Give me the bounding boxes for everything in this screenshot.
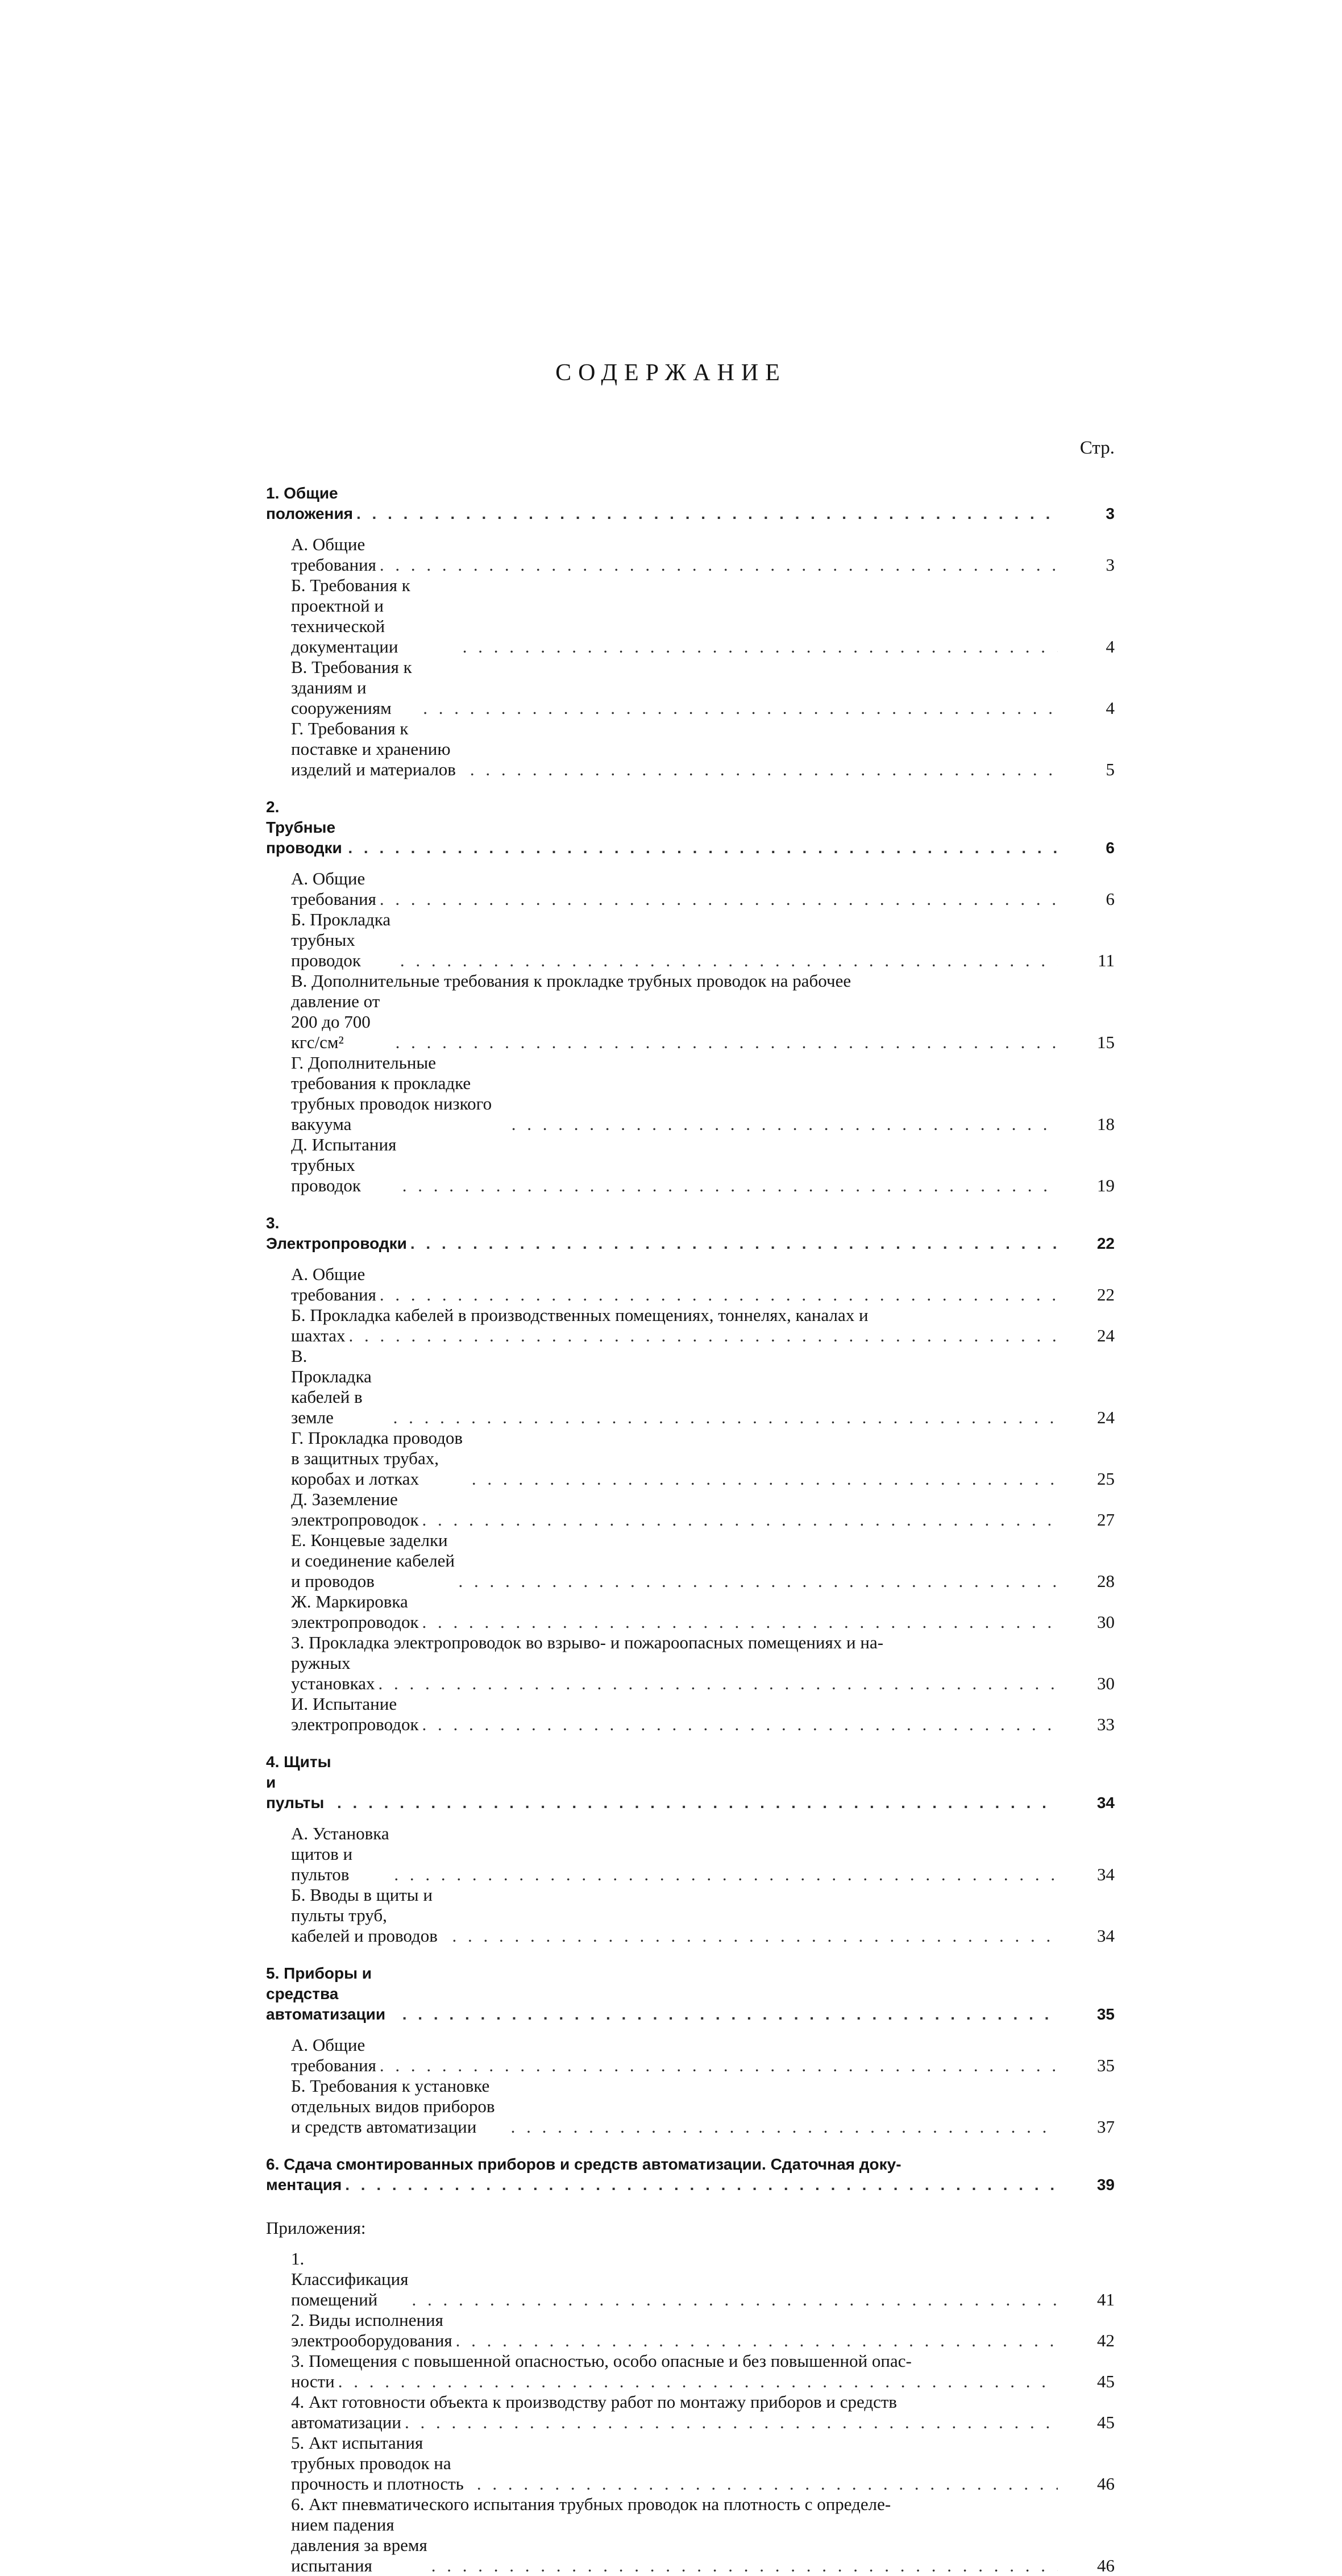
page-number: 45 [1097, 2371, 1115, 2391]
dot-leader [456, 2330, 1058, 2351]
toc-item[interactable] [266, 718, 1115, 780]
toc-item[interactable] [266, 2076, 1115, 2137]
toc-item[interactable] [266, 1530, 1115, 1592]
toc-item-label: Д. Заземление электропроводок [291, 1489, 419, 1530]
dot-leader [405, 2412, 1058, 2433]
toc-section [266, 2154, 1115, 2205]
page-number: 24 [1097, 1326, 1115, 1345]
dot-leader [380, 2055, 1058, 2076]
toc-item[interactable] [266, 1346, 1115, 1428]
toc-section-heading-cont[interactable] [266, 2175, 1115, 2195]
page-number: 33 [1097, 1714, 1115, 1734]
page-number: 28 [1097, 1571, 1115, 1591]
appendix-item-label: 2. Виды исполнения электрооборудования [291, 2310, 452, 2350]
toc-section-heading[interactable] [266, 797, 1115, 858]
toc-item-cont[interactable] [266, 991, 1115, 1053]
spacer [266, 2025, 1115, 2035]
toc-section [266, 1963, 1115, 2137]
dot-leader [349, 1326, 1058, 1346]
toc-section [266, 797, 1115, 1196]
page-number: 46 [1097, 2556, 1115, 2575]
toc-item-cont[interactable] [266, 1653, 1115, 1694]
dot-leader [402, 1175, 1058, 1196]
dot-leader [393, 1407, 1058, 1428]
appendix-item-label: 1. Классификация помещений [291, 2249, 409, 2309]
dot-leader [380, 555, 1058, 575]
toc-item-label: Б. Прокладка трубных проводок [291, 909, 391, 970]
toc-item[interactable] [266, 1592, 1115, 1632]
toc-item-label: З. Прокладка электропроводок во взрыво- и пожароопасных помещениях и на- [291, 1632, 884, 1652]
spacer [266, 524, 1115, 534]
toc-section [266, 1213, 1115, 1735]
toc-item[interactable] [266, 1694, 1115, 1735]
appendix-item[interactable] [266, 2494, 1115, 2515]
dot-leader [356, 504, 1058, 524]
toc-item[interactable] [266, 2035, 1115, 2076]
appendix-item-cont[interactable] [266, 2371, 1115, 2392]
toc-item-label: Д. Испытания трубных проводок [291, 1135, 397, 1195]
appendix-item[interactable] [266, 2392, 1115, 2412]
page-number: 34 [1096, 1794, 1115, 1811]
toc-item[interactable] [266, 869, 1115, 909]
toc-item-cont-label: ружных установках [291, 1653, 375, 1693]
toc-section-heading-label: 3. Электропроводки [266, 1214, 407, 1252]
appendix-item[interactable] [266, 2310, 1115, 2351]
dot-leader [422, 1714, 1058, 1735]
toc-item[interactable] [266, 1489, 1115, 1530]
toc-item[interactable] [266, 909, 1115, 971]
toc-section [266, 1752, 1115, 1946]
spacer [266, 2238, 1115, 2249]
dot-leader [396, 1032, 1058, 1053]
toc-item[interactable] [266, 1823, 1115, 1885]
page-number: 4 [1106, 637, 1115, 657]
page-number: 35 [1096, 2005, 1115, 2023]
toc-item[interactable] [266, 1632, 1115, 1653]
dot-leader [345, 2175, 1058, 2195]
toc-item[interactable] [266, 534, 1115, 575]
toc-section [266, 483, 1115, 780]
appendix-item-cont[interactable] [266, 2412, 1115, 2433]
toc-section-heading-label: 1. Общие положения [266, 484, 353, 522]
spacer [266, 1813, 1115, 1823]
dot-leader [379, 1673, 1058, 1694]
dot-leader [431, 2556, 1058, 2576]
dot-leader [463, 637, 1058, 657]
spacer [266, 1254, 1115, 1264]
page-number: 18 [1097, 1114, 1115, 1134]
page-number: 34 [1097, 1926, 1115, 1946]
page-number: 15 [1097, 1032, 1115, 1052]
toc-item-label: В. Требования к зданиям и сооружениям [291, 657, 412, 718]
toc-item-label: В. Дополнительные требования к прокладке трубных проводок на рабочее [291, 971, 851, 991]
appendix-item[interactable] [266, 2433, 1115, 2494]
toc-item-label: В. Прокладка кабелей в земле [291, 1346, 372, 1427]
toc-section-heading-cont-label: ментация [266, 2176, 342, 2193]
dot-leader [402, 2004, 1058, 2025]
page-number: 46 [1097, 2474, 1115, 2494]
table-of-contents [266, 483, 1115, 2576]
dot-leader [511, 2117, 1058, 2137]
dot-leader [472, 1469, 1058, 1489]
appendix-item-cont-label: автоматизации [291, 2412, 401, 2432]
appendix-label: Приложения: [266, 2218, 366, 2238]
appendix-item-cont[interactable] [266, 2515, 1115, 2576]
toc-item-label: А. Общие требования [291, 869, 376, 909]
dot-leader [410, 1233, 1058, 1254]
page-title: СОДЕРЖАНИЕ [555, 360, 787, 386]
dot-leader [512, 1114, 1058, 1135]
page-number: 35 [1097, 2055, 1115, 2075]
page-number: 34 [1097, 1864, 1115, 1884]
toc-item-label: А. Установка щитов и пультов [291, 1823, 389, 1884]
toc-item[interactable] [266, 971, 1115, 991]
toc-item[interactable] [266, 1053, 1115, 1135]
dot-leader [337, 1793, 1058, 1813]
toc-section-heading[interactable] [266, 2154, 1115, 2175]
page-number: 6 [1106, 839, 1115, 857]
appendix-item-cont-label: нием падения давления за время испытания [291, 2515, 427, 2575]
page-number: 22 [1096, 1235, 1115, 1252]
toc-item[interactable] [266, 657, 1115, 718]
toc-section-heading-label: 4. Щиты и пульты [266, 1753, 331, 1811]
toc-section-heading-label: 2. Трубные проводки [266, 798, 342, 857]
toc-item[interactable] [266, 575, 1115, 657]
toc-item-cont[interactable] [266, 1326, 1115, 1346]
toc-item-label: Г. Дополнительные требования к прокладке трубных проводок низкого вакуума [291, 1053, 492, 1134]
page-number: 41 [1097, 2290, 1115, 2309]
spacer [266, 2195, 1115, 2205]
toc-item-label: А. Общие требования [291, 534, 376, 575]
appendix-item-label: 6. Акт пневматического испытания трубных проводок на плотность с определе- [291, 2494, 891, 2514]
page-number: 19 [1097, 1175, 1115, 1195]
page-number: 5 [1106, 759, 1115, 779]
toc-item-label: Б. Требования к установке отдельных видов приборов и средств автоматизации [291, 2076, 495, 2137]
appendix-item-label: 4. Акт готовности объекта к производству работ по монтажу приборов и средств [291, 2392, 898, 2412]
toc-item-label: Б. Прокладка кабелей в производственных помещениях, тоннелях, каналах и [291, 1305, 869, 1325]
toc-section-heading[interactable] [266, 1963, 1115, 2025]
toc-section-heading[interactable] [266, 1752, 1115, 1813]
toc-item-label: И. Испытание электропроводок [291, 1694, 419, 1734]
dot-leader [423, 698, 1058, 718]
toc-section-heading-label: 6. Сдача смонтированных приборов и средств автоматизации. Сдаточная доку- [266, 2155, 901, 2173]
dot-leader [412, 2290, 1058, 2310]
page-column-header: Стр. [1079, 438, 1115, 458]
appendix-item-cont-label: ности [291, 2371, 335, 2391]
page-number: 24 [1097, 1407, 1115, 1427]
toc-item-label: Ж. Маркировка электропроводок [291, 1592, 419, 1632]
page-number: 30 [1097, 1673, 1115, 1693]
toc-item[interactable] [266, 1885, 1115, 1946]
dot-leader [400, 950, 1058, 971]
dot-leader [459, 1571, 1058, 1592]
toc-item-label: Б. Требования к проектной и технической документации [291, 575, 410, 657]
page-number: 30 [1097, 1612, 1115, 1632]
dot-leader [477, 2474, 1058, 2494]
toc-item-label: А. Общие требования [291, 2035, 376, 2075]
page-number: 22 [1097, 1285, 1115, 1304]
dot-leader [394, 1864, 1058, 1885]
toc-section-heading-label: 5. Приборы и средства автоматизации [266, 1964, 386, 2023]
appendix-item[interactable] [266, 2249, 1115, 2310]
toc-item-label: Г. Требования к поставке и хранению изделий и материалов [291, 718, 456, 779]
page-number: 6 [1106, 889, 1115, 909]
page-number: 3 [1106, 555, 1115, 575]
page-number: 25 [1097, 1469, 1115, 1489]
dot-leader [348, 838, 1058, 858]
dot-leader [338, 2371, 1058, 2392]
toc-item-label: Б. Вводы в щиты и пульты труб, кабелей и проводов [291, 1885, 438, 1946]
page-number: 4 [1106, 698, 1115, 718]
page-number: 27 [1097, 1510, 1115, 1530]
page-number: 37 [1097, 2117, 1115, 2137]
appendix-item[interactable] [266, 2351, 1115, 2371]
toc-section-heading[interactable] [266, 483, 1115, 524]
toc-item-label: А. Общие требования [291, 1264, 376, 1304]
dot-leader [422, 1612, 1058, 1632]
toc-item[interactable] [266, 1135, 1115, 1196]
toc-item[interactable] [266, 1428, 1115, 1489]
appendix-item-label: 3. Помещения с повышенной опасностью, особо опасные и без повышенной опас- [291, 2351, 912, 2371]
toc-item-cont-label: шахтах [291, 1326, 346, 1345]
spacer [266, 858, 1115, 869]
page-number: 11 [1098, 950, 1115, 970]
toc-item[interactable] [266, 1305, 1115, 1326]
dot-leader [380, 889, 1058, 909]
appendix-item-label: 5. Акт испытания трубных проводок на прочность и плотность [291, 2433, 464, 2494]
toc-item-cont-label: давление от 200 до 700 кгс/см² [291, 991, 380, 1052]
dot-leader [452, 1926, 1058, 1946]
dot-leader [380, 1285, 1058, 1305]
page-number: 45 [1097, 2412, 1115, 2432]
toc-item-label: Г. Прокладка проводов в защитных трубах, коробах и лотках [291, 1428, 463, 1489]
toc-item-label: Е. Концевые заделки и соединение кабелей и проводов [291, 1530, 455, 1591]
dot-leader [422, 1510, 1058, 1530]
dot-leader [470, 759, 1058, 780]
toc-item[interactable] [266, 1264, 1115, 1305]
page-number: 3 [1106, 505, 1115, 522]
page-number: 39 [1096, 2176, 1115, 2193]
toc-section-heading[interactable] [266, 1213, 1115, 1254]
page-number: 42 [1097, 2330, 1115, 2350]
